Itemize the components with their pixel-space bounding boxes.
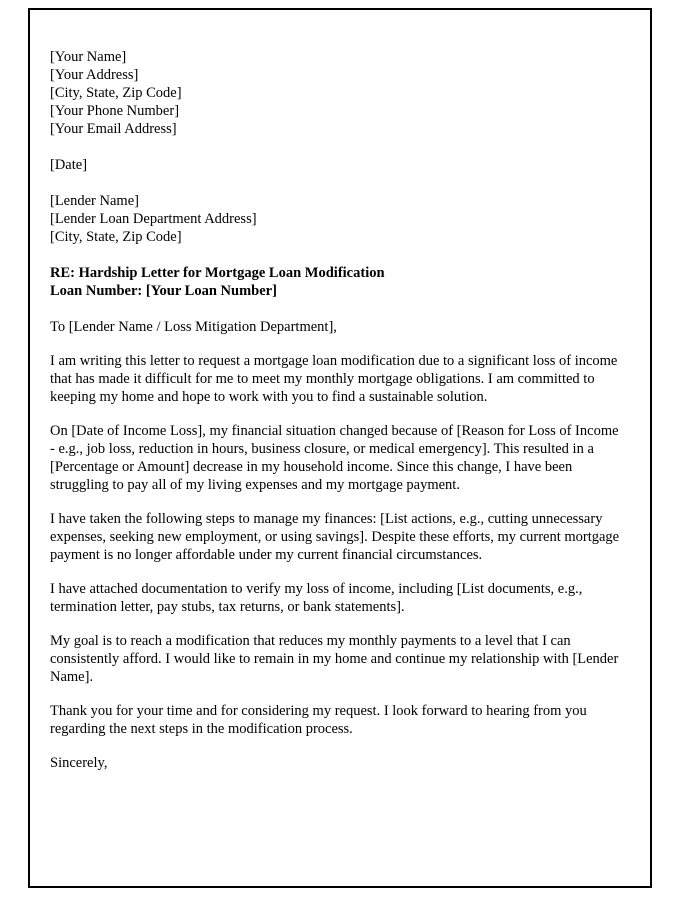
sender-city-state-zip: [City, State, Zip Code] [50, 85, 182, 101]
letter-page [28, 8, 652, 888]
recipient-department-address: [Lender Loan Department Address] [50, 211, 257, 227]
date-block [50, 156, 624, 174]
date-line: [Date] [50, 157, 88, 173]
sender-phone: [Your Phone Number] [50, 103, 180, 119]
closing: Sincerely, [50, 755, 108, 771]
recipient-address-block [50, 192, 624, 246]
sender-address: [Your Address] [50, 67, 139, 83]
sender-name: [Your Name] [50, 49, 127, 65]
paragraph-steps-taken: I have taken the following steps to manage my finances: [List actions, e.g., cutting unnecessary expenses, seeking new employment, or using savings]. Despite these efforts, my current mortgage payment is no longer affordable under my current financial circumstances. [50, 511, 620, 563]
subject-loan-number-line: Loan Number: [Your Loan Number] [50, 283, 277, 299]
recipient-lender-name: [Lender Name] [50, 193, 139, 209]
paragraph-goal: My goal is to reach a modification that reduces my monthly payments to a level that I can consistently afford. I would like to remain in my home and continue my relationship with [Lender Name]. [50, 633, 619, 685]
subject-block [50, 264, 624, 300]
subject-re-line: RE: Hardship Letter for Mortgage Loan Modification [50, 265, 385, 281]
paragraph-documentation: I have attached documentation to verify my loss of income, including [List documents, e.g., termination letter, pay stubs, tax returns, or bank statements]. [50, 581, 583, 615]
recipient-city-state-zip: [City, State, Zip Code] [50, 229, 182, 245]
sender-email: [Your Email Address] [50, 121, 177, 137]
salutation: To [Lender Name / Loss Mitigation Department], [50, 319, 337, 335]
sender-address-block [50, 48, 624, 138]
paragraph-thanks: Thank you for your time and for considering my request. I look forward to hearing from you regarding the next steps in the modification process. [50, 703, 587, 737]
paragraph-intro: I am writing this letter to request a mortgage loan modification due to a significant loss of income that has made it difficult for me to meet my monthly mortgage obligations. I am committed to keeping my home and hope to work with you to find a sustainable solution. [50, 353, 618, 405]
paragraph-income-loss: On [Date of Income Loss], my financial situation changed because of [Reason for Loss of Income - e.g., job loss, reduction in hours, business closure, or medical emergency]. This resulted in a [Percentage or Amount] decrease in my household income. Since this change, I have been struggling to pay all of my living expenses and my mortgage payment. [50, 423, 619, 493]
